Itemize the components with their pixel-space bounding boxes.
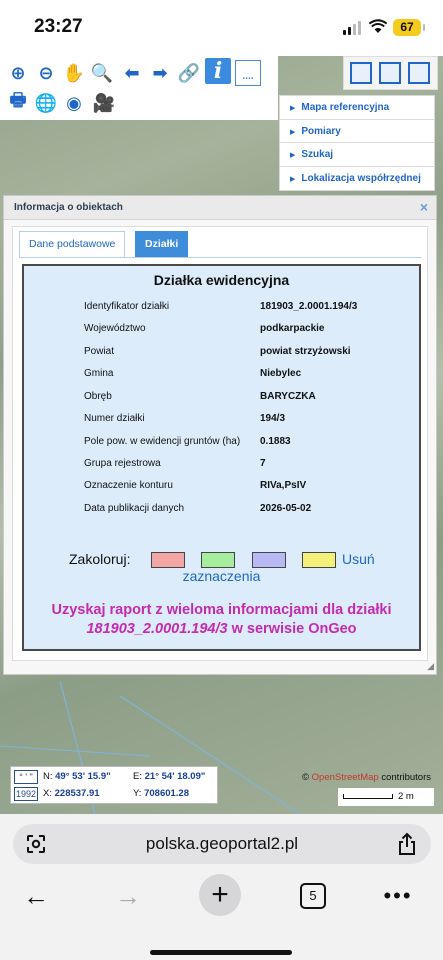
info-row: Identyfikator działki 181903_2.0001.194/3 [84,301,358,312]
scale-label: 2 m [398,791,414,802]
status-time: 23:27 [34,16,83,37]
tab-plots[interactable]: Działki [135,231,188,257]
map-scale [338,788,434,806]
zoom-out-icon[interactable]: ⊖ [38,62,54,83]
pan-hand-icon[interactable]: ✋ [62,62,86,83]
dialog-header [4,196,436,220]
sidebar-layout-icon[interactable] [408,62,430,84]
chevron-right-icon: ▶ [290,175,296,183]
chevron-right-icon: ▶ [290,105,296,112]
info-row: Pole pow. w ewidencji gruntów (ha) 0.1883 [84,436,291,447]
coord-y: Y: 708601.28 [133,788,190,799]
side-menu [279,95,435,191]
parcel-panel [22,264,421,651]
measure-icon[interactable]: .... [235,60,261,86]
panel-layout-icon[interactable] [379,62,401,84]
coord-e: E: 21° 54' 18.09" [133,771,206,782]
new-tab-icon[interactable]: + [199,874,241,916]
map-toolbar [0,56,278,120]
menu-item-search[interactable]: ▶ Szukaj [280,143,434,167]
address-bar[interactable] [13,824,431,864]
swatch-red[interactable] [151,552,185,568]
coord-system-toggle[interactable]: 1992 [15,789,37,799]
menu-item-reference-map[interactable]: ▶ Mapa referencyjna [280,96,434,120]
chevron-right-icon: ▶ [290,128,296,136]
info-row: Powiat powiat strzyżowski [84,346,351,357]
close-icon[interactable]: × [419,199,428,215]
info-icon[interactable]: i [205,58,231,84]
coord-format-toggle[interactable]: ° ' " [14,770,38,784]
window-layout-icon[interactable] [350,62,372,84]
video-icon[interactable]: 🎥 [92,92,116,113]
info-row: Data publikacji danych 2026-05-02 [84,503,312,514]
signal-icon [343,21,363,35]
arrow-right-icon[interactable]: ➡ [152,62,168,83]
chevron-right-icon: ▶ [290,152,296,159]
info-row: Oznaczenie konturu RIVa,PsIV [84,480,307,491]
coord-n: N: 49° 53' 15.9" [43,771,111,782]
back-arrow-icon[interactable]: ← [23,880,49,911]
print-icon[interactable]: 🖶 [9,90,27,110]
link-icon[interactable]: 🔗 [177,62,201,83]
osm-link[interactable]: OpenStreetMap [311,772,379,783]
remove-selection-link[interactable]: Usuń [342,551,375,567]
dialog-body [12,226,428,661]
info-row: Gmina Niebylec [84,368,302,379]
swatch-blue[interactable] [252,552,286,568]
info-row: Numer działki 194/3 [84,413,286,424]
scale-bar [343,794,393,799]
zoom-in-icon[interactable]: ⊕ [10,62,26,83]
battery-indicator: 67 [393,19,421,36]
info-row: Województwo podkarpackie [84,323,325,334]
tab-count: 5 [300,883,326,909]
report-link-line-1[interactable]: Uzyskaj raport z wieloma informacjami dla działki [51,602,392,618]
resize-handle-icon[interactable]: ◢ [427,661,434,671]
menu-item-measurements[interactable]: ▶ Pomiary [280,120,434,144]
info-row: Grupa rejestrowa 7 [84,458,266,469]
coordinates-box [10,766,218,804]
url-text: polska.geoportal2.pl [145,834,299,853]
target-icon[interactable]: ◉ [66,92,82,113]
map-attribution: © OpenStreetMap contributors [302,772,431,783]
color-label: Zakoloruj: [69,551,131,567]
zoom-area-icon[interactable]: 🔍 [90,62,114,83]
more-icon[interactable]: ••• [383,883,413,908]
swatch-green[interactable] [201,552,235,568]
dialog-title: Informacja o obiektach [14,202,123,213]
globe-icon[interactable]: 🌐 [34,92,58,113]
panel-title: Działka ewidencyjna [153,272,290,288]
share-icon[interactable] [397,832,417,856]
tab-basic-data[interactable]: Dane podstawowe [19,231,125,257]
object-info-dialog [3,195,437,675]
info-row: Obręb BARYCZKA [84,391,316,402]
browser-chrome [0,814,443,960]
arrow-left-icon[interactable]: ⬅ [124,62,140,83]
wifi-icon [369,19,387,34]
menu-item-coordinate-location[interactable]: ▶ Lokalizacja współrzędnej [290,172,421,184]
home-indicator [150,950,292,955]
tab-divider [19,257,421,258]
tabs-button[interactable] [291,874,335,918]
status-bar [0,0,443,56]
remove-selection-link-cont[interactable]: zaznaczenia [182,568,261,584]
swatch-yellow[interactable] [302,552,336,568]
report-parcel-id: 181903_2.0001.194/3 [86,621,228,637]
view-mode-toolbar [343,56,438,90]
coord-x: X: 228537.91 [43,788,100,799]
forward-arrow-icon[interactable]: → [115,880,141,911]
report-link-line-2[interactable]: 181903_2.0001.194/3 w serwisie OnGeo [86,621,357,637]
